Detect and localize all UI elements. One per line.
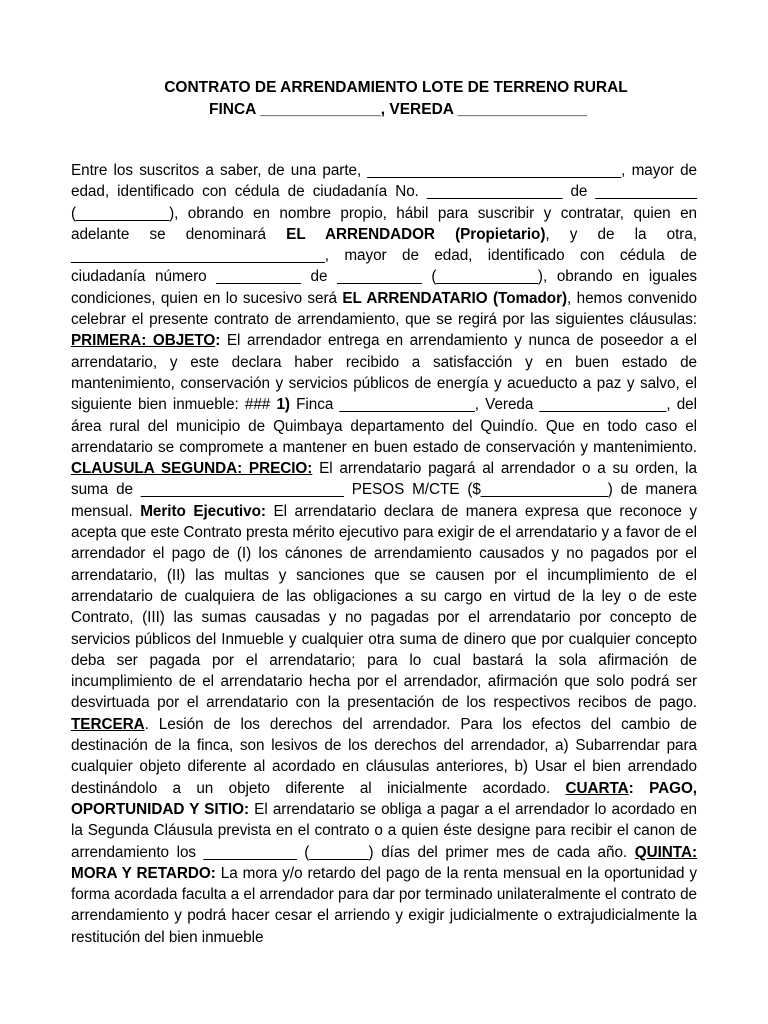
body-text-segment: Entre los suscritos a saber, de una parte, ______________________________, mayor de edad, identificado con cédula de ciudadanía No. ________________ de ____________ (___________), obrando en nombre propio, hábil para suscribir y contratar, quien en adelante se denominará: [71, 162, 697, 243]
arrendador-term: EL ARRENDADOR (Propietario): [286, 225, 546, 243]
body-text-segment: , y de la otra, ______________________________, mayor de edad, identificado con cédula de ciudadanía número __________ de __________ (____________), obrando en iguales condiciones, quien en lo sucesivo será: [71, 225, 697, 307]
body-text-segment: La mora y/o retardo del pago de la renta mensual en la oportunidad y forma acordada faculta a el arrendador para dar por terminado unilateralmente el contrato de arrendamiento y podrá hacer cesar el arriendo y exigir judicialmente o extrajudicialmente la restitución del bien inmueble: [71, 864, 697, 946]
clause-heading-quinta-title: MORA Y RETARDO:: [71, 864, 216, 882]
body-text-segment: El arrendatario declara de manera expresa que reconoce y acepta que este Contrato presta mérito ejecutivo para exigir de el arrendatario y a favor de el arrendador el pago de (I) los cánones de arrendamiento causados y no pagados por el arrendatario, (II) las multas y sanciones que se causen por el incumplimiento de el arrendatario de cualquiera de las obligaciones a su cargo en virtud de la ley o de este Contrato, (III) las sumas causadas y no pagadas por el arrendatario por concepto de servicios públicos del Inmueble y cualquier otra suma de dinero que por cualquier concepto deba ser pagada por el arrendatario; para lo cual bastará la sola afirmación de incumplimiento de el arrendatario hecha por el arrendador, afirmación que solo podrá ser desvirtuada por el arrendatario con la presentación de los respectivos recibos de pago.: [71, 502, 697, 712]
clause-heading-segunda: CLAUSULA SEGUNDA: PRECIO:: [71, 460, 313, 478]
clause-heading-colon: :: [215, 332, 221, 350]
document-title: CONTRATO DE ARRENDAMIENTO LOTE DE TERRENO RURAL: [164, 79, 628, 96]
document-subtitle: FINCA ______________, VEREDA _______________: [208, 101, 588, 118]
contract-body: [71, 160, 697, 948]
clause-heading-primera: PRIMERA: OBJETO: [71, 332, 216, 350]
body-text-segment: , hemos convenido celebrar el presente contrato de arrendamiento, que se regirá por las siguientes cláusulas:: [71, 289, 697, 329]
merito-ejecutivo-heading: Merito Ejecutivo:: [140, 502, 266, 520]
body-text-segment: El arrendatario se obliga a pagar a el arrendador lo acordado en la Segunda Cláusula prevista en el contrato o a quien éste designe para recibir el canon de arrendamiento los ___________ (_______) días del primer mes de cada año.: [71, 800, 697, 861]
item-number: 1): [276, 396, 290, 414]
body-text-segment: El arrendador entrega en arrendamiento y nunca de poseedor a el arrendatario, y este declara haber recibido a satisfacción y en buen estado de mantenimiento, conservación y servicios públicos de energía y acueducto a paz y salvo, el siguiente bien inmueble: ###: [71, 332, 697, 414]
clause-heading-cuarta-title: : PAGO, OPORTUNIDAD Y SITIO:: [71, 779, 697, 818]
arrendatario-term: EL ARRENDATARIO (Tomador): [342, 289, 568, 307]
body-text-segment: El arrendatario pagará al arrendador o a su orden, la suma de ________________________ PESOS M/CTE ($_______________) de manera mensual.: [71, 460, 697, 520]
body-text-segment: . Lesión de los derechos del arrendador. Para los efectos del cambio de destinación de la finca, son lesivos de los derechos del arrendador, a) Subarrendar para cualquier objeto diferente al acordado en cláusulas anteriores, b) Usar el bien arrendado destinándolo a un objeto diferente al inicialmente acordado.: [71, 715, 697, 797]
clause-heading-tercera: TERCERA: [71, 715, 145, 733]
body-text-segment: Finca ________________, Vereda _______________, del área rural del municipio de Quimbaya departamento del Quindío. Que en todo caso el arrendatario se compromete a mantener en buen estado de conservación y mantenimiento.: [71, 396, 697, 456]
clause-heading-cuarta: CUARTA: [565, 779, 629, 797]
clause-heading-quinta: QUINTA:: [634, 843, 697, 861]
